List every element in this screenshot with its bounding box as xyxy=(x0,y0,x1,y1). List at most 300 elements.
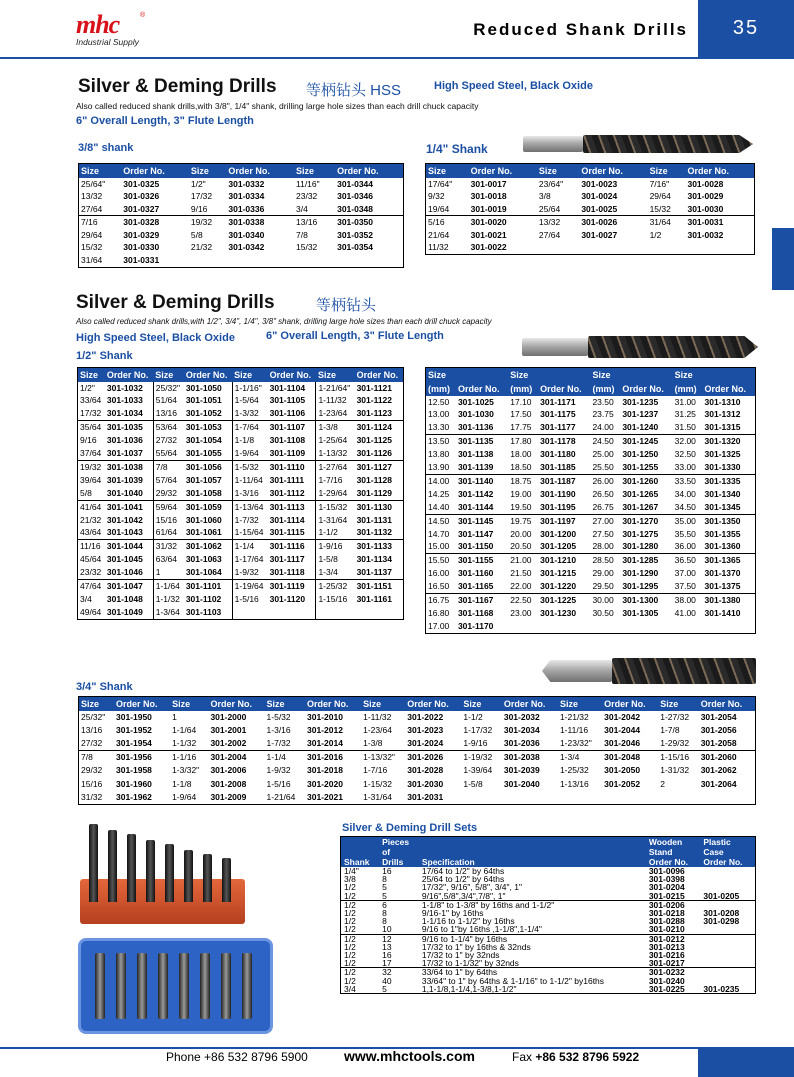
order-number-cell: 301-1035 xyxy=(105,421,153,434)
pieces-cell: 17 xyxy=(382,958,392,969)
size-cell: 14.00 xyxy=(426,474,456,487)
order-number-cell: 301-1245 xyxy=(620,435,672,448)
size-cell: 36.00 xyxy=(674,541,696,552)
order-number-cell: 301-1275 xyxy=(622,528,659,539)
order-number-cell: 301-1954 xyxy=(115,737,152,748)
table-row xyxy=(426,229,755,242)
wooden-order-cell: 301-0240 xyxy=(648,975,685,986)
size-cell: 25.50 xyxy=(592,462,614,473)
size-cell: 1/2" xyxy=(80,382,95,393)
order-number-cell: 301-1124 xyxy=(355,421,404,434)
order-number-cell: 301-1290 xyxy=(622,568,659,579)
header-line xyxy=(422,837,643,847)
specification-cell: 33/64 to 1" by 64ths xyxy=(419,968,646,977)
table-row xyxy=(426,607,756,620)
footer-phone: Phone +86 532 8796 5900 xyxy=(166,1050,308,1064)
order-number-cell: 301-1106 xyxy=(269,408,306,419)
order-number-cell: 301-2064 xyxy=(700,778,737,789)
table-row xyxy=(79,737,756,751)
table-row xyxy=(426,501,756,514)
section1-title-cn: 等柄钻头 HSS xyxy=(306,82,402,99)
pieces-cell: 8 xyxy=(382,908,387,919)
table-row xyxy=(341,943,756,951)
order-number-cell: 301-1142 xyxy=(457,488,494,499)
drill-bit-in-stand xyxy=(203,854,212,902)
size-cell: 1-1/8 xyxy=(232,434,267,447)
size-cell: 34.50 xyxy=(674,501,696,512)
specification-cell: 17/32 to 1-1/32" by 32nds xyxy=(421,958,519,969)
order-number-cell: 301-0327 xyxy=(123,203,160,214)
drill-bit-in-stand xyxy=(146,840,155,902)
column-header: Order No. xyxy=(121,164,189,178)
order-number-cell: 301-1116 xyxy=(268,540,316,553)
header-line xyxy=(422,847,643,857)
order-number-cell xyxy=(579,241,647,254)
sets-title: Silver & Deming Drill Sets xyxy=(342,822,478,834)
size-cell: 1-1/4 xyxy=(232,540,267,553)
wooden-order-cell: 301-0225 xyxy=(648,983,685,994)
shank-cell: 1/2 xyxy=(341,968,380,977)
order-number-cell: 301-1190 xyxy=(540,488,576,499)
order-number-cell: 301-0021 xyxy=(470,229,507,240)
order-number-cell: 301-1122 xyxy=(356,395,393,406)
shank34-table xyxy=(78,696,756,805)
drill-bit-in-case xyxy=(179,953,189,1019)
order-number-cell: 301-0352 xyxy=(337,229,374,240)
size-cell: 1-11/32 xyxy=(363,711,392,722)
size-cell: 1-9/16 xyxy=(463,737,488,748)
plastic-order-cell: 301-0235 xyxy=(703,983,740,994)
order-number-cell: 301-0338 xyxy=(226,216,294,229)
order-number-cell: 301-1102 xyxy=(185,594,222,604)
order-number-cell: 301-1131 xyxy=(356,514,393,525)
table-row xyxy=(78,460,404,473)
size-cell: 24.50 xyxy=(590,435,620,448)
drill-shank-part xyxy=(542,660,612,682)
size-cell: 1-3/4 xyxy=(316,566,355,579)
size-cell: 19/32 xyxy=(78,460,105,473)
size-cell: 47/64 xyxy=(78,580,105,593)
size-cell: 13/16 xyxy=(153,407,184,420)
size-cell: 31.25 xyxy=(674,409,696,420)
order-number-cell: 301-1165 xyxy=(457,581,494,592)
order-number-cell: 301-1046 xyxy=(106,567,143,578)
order-number-cell: 301-2021 xyxy=(307,791,343,802)
order-number-cell: 301-0030 xyxy=(687,203,724,214)
size-cell: 33/64 xyxy=(80,395,102,406)
table-row xyxy=(341,909,756,917)
column-header-top: Size xyxy=(673,368,703,382)
order-number-cell: 301-1132 xyxy=(356,527,393,538)
column-header-top xyxy=(620,368,672,382)
order-number-cell: 301-1128 xyxy=(356,474,393,485)
order-number-cell: 301-1110 xyxy=(268,460,316,473)
size-cell: 28.50 xyxy=(590,554,620,567)
size-cell: 7/8 xyxy=(153,460,184,473)
column-header: Order No. xyxy=(469,164,537,178)
size-cell: 1-9/64 xyxy=(172,791,197,802)
size-cell: 37.00 xyxy=(674,568,696,579)
size-cell: 1-13/16 xyxy=(559,778,589,789)
column-header: Order No. xyxy=(703,382,756,396)
size-cell: 1-15/16 xyxy=(316,593,355,606)
order-number-cell: 301-2023 xyxy=(407,724,444,735)
size-cell: 1-27/64 xyxy=(316,460,355,473)
order-number-cell: 301-1140 xyxy=(456,474,508,487)
pieces-cell: 5 xyxy=(382,983,387,994)
size-cell: 36.50 xyxy=(673,554,703,567)
order-number-cell: 301-2008 xyxy=(210,778,247,789)
table-row xyxy=(79,791,756,805)
drill-bit-in-stand xyxy=(222,858,231,902)
size-cell xyxy=(461,791,501,805)
size-cell: 15/32 xyxy=(649,203,671,214)
shank-cell: 1/2 xyxy=(344,950,356,961)
column-header: Order No. xyxy=(226,164,294,178)
column-header: Size xyxy=(170,697,208,711)
pieces-cell: 16 xyxy=(382,866,392,876)
order-number-cell: 301-2036 xyxy=(503,737,540,748)
plastic-order-cell xyxy=(700,925,755,934)
table-row xyxy=(78,394,404,407)
order-number-cell: 301-1037 xyxy=(106,448,143,459)
order-number-cell: 301-2020 xyxy=(307,778,343,789)
size-cell: 11/16 xyxy=(78,540,105,553)
side-tab xyxy=(772,228,794,290)
order-number-cell xyxy=(335,254,403,267)
order-number-cell: 301-2022 xyxy=(407,711,444,722)
table-row xyxy=(79,764,756,777)
size-cell: 13/32 xyxy=(537,216,579,229)
size-cell: 13.50 xyxy=(426,435,456,448)
order-number-cell: 301-1295 xyxy=(622,581,659,592)
size-cell: 13/16 xyxy=(81,724,103,735)
pieces-cell: 8 xyxy=(382,874,387,885)
size-cell: 18.50 xyxy=(510,462,532,473)
size-cell: 23.50 xyxy=(592,396,614,407)
size-cell: 27.50 xyxy=(592,528,614,539)
size-cell: 27/64 xyxy=(538,229,561,240)
column-header-plastic xyxy=(700,837,755,868)
order-number-cell: 301-2004 xyxy=(208,751,264,765)
size-cell: 26.00 xyxy=(590,474,620,487)
size-cell: 1-13/32 xyxy=(316,447,355,460)
order-number-cell: 301-2044 xyxy=(604,724,641,735)
column-header: Size xyxy=(79,697,114,711)
size-cell: 9/16 xyxy=(80,435,97,446)
size-cell: 1-5/64 xyxy=(232,394,267,407)
size-cell: 37/64 xyxy=(80,448,102,459)
order-number-cell: 301-1107 xyxy=(268,421,316,434)
column-header: Size xyxy=(558,697,602,711)
drill-shank-part xyxy=(523,136,583,152)
order-number-cell: 301-1063 xyxy=(185,554,222,565)
order-number-cell: 301-1240 xyxy=(622,422,659,433)
table-row xyxy=(79,216,404,229)
order-number-cell: 301-1056 xyxy=(184,460,232,473)
table-row xyxy=(426,540,756,553)
order-number-cell: 301-1055 xyxy=(185,448,222,459)
wooden-stand-set-photo xyxy=(75,822,275,932)
size-cell: 17.50 xyxy=(510,409,532,420)
header-line: Stand xyxy=(648,847,673,857)
size-cell: 1-29/32 xyxy=(660,737,690,748)
size-cell: 1-7/16 xyxy=(316,474,355,487)
order-number-cell: 301-2062 xyxy=(700,765,737,776)
table-row xyxy=(79,751,756,765)
order-number-cell: 301-1340 xyxy=(704,488,741,499)
column-header: (mm) xyxy=(426,382,456,396)
size-cell: 17.75 xyxy=(510,422,532,433)
footer-website[interactable]: www.mhctools.com xyxy=(344,1048,475,1064)
table-row xyxy=(426,594,756,607)
table-row xyxy=(78,447,404,460)
order-number-cell xyxy=(226,254,294,267)
order-number-cell: 301-1250 xyxy=(622,449,659,460)
wooden-order-cell: 301-0212 xyxy=(646,934,701,943)
size-cell: 3/8 xyxy=(538,191,551,202)
column-header: Order No. xyxy=(305,697,361,711)
size-cell: 27/32 xyxy=(81,737,103,748)
drill-bit-in-case xyxy=(137,953,147,1019)
size-cell: 1-5/32 xyxy=(266,711,291,722)
table-row xyxy=(426,408,756,421)
size-cell: 43/64 xyxy=(80,527,102,538)
pieces-cell: 32 xyxy=(379,968,419,977)
order-number-cell: 301-1115 xyxy=(269,527,305,538)
drill-flute-part xyxy=(583,135,753,153)
order-number-cell: 301-2010 xyxy=(307,711,343,722)
size-cell: 1-9/32 xyxy=(266,765,291,776)
size-cell: 5/8 xyxy=(190,229,203,240)
column-header: Size xyxy=(78,368,105,382)
section1-length: 6" Overall Length, 3" Flute Length xyxy=(76,115,254,127)
size-cell: 30.00 xyxy=(590,594,620,607)
size-cell: 16.50 xyxy=(428,581,450,592)
order-number-cell: 301-1355 xyxy=(704,528,741,539)
drill-flute-part xyxy=(588,336,758,358)
size-cell: 32.50 xyxy=(674,449,696,460)
order-number-cell: 301-1120 xyxy=(269,594,306,604)
size-cell: 1-15/32 xyxy=(363,778,392,789)
size-cell: 1-3/32" xyxy=(172,765,200,776)
size-cell: 17/64" xyxy=(428,178,453,189)
order-number-cell xyxy=(685,241,754,254)
shank38-table xyxy=(78,163,404,268)
order-number-cell: 301-1041 xyxy=(105,500,153,513)
size-cell: 45/64 xyxy=(80,554,102,565)
order-number-cell: 301-2054 xyxy=(700,711,737,722)
size-cell: 31/64 xyxy=(81,255,103,266)
order-number-cell: 301-1160 xyxy=(457,568,494,579)
shank-cell: 3/8 xyxy=(344,874,356,885)
size-cell: 31/64 xyxy=(648,216,686,229)
specification-cell: 1-1/8" to 1-3/8" by 16ths and 1-1/2" xyxy=(419,900,646,909)
size-cell: 1-9/32 xyxy=(232,566,267,579)
order-number-cell: 301-1237 xyxy=(622,409,659,420)
table-row xyxy=(341,883,756,891)
order-number-cell: 301-1114 xyxy=(269,514,305,525)
order-number-cell: 301-2060 xyxy=(699,751,756,765)
column-header: Size xyxy=(658,697,698,711)
specification-cell: 33/64" to 1" by 64ths & 1-1/16" to 1-1/2" by16ths xyxy=(421,975,605,986)
order-number-cell: 301-1108 xyxy=(269,435,306,446)
order-number-cell: 301-2012 xyxy=(307,724,343,735)
size-cell: 1-25/64 xyxy=(316,434,355,447)
pieces-cell: 13 xyxy=(382,941,392,952)
table-row xyxy=(341,959,756,968)
table-row xyxy=(426,567,756,580)
drill-bit-in-stand xyxy=(165,844,174,902)
shank-cell: 1/2 xyxy=(344,958,356,969)
size-cell: 23.00 xyxy=(510,608,532,618)
order-number-cell: 301-1057 xyxy=(185,474,222,485)
size-cell: 7/16 xyxy=(79,216,122,229)
order-number-cell: 301-1300 xyxy=(620,594,672,607)
size-cell: 16.00 xyxy=(428,568,450,579)
order-number-cell: 301-2006 xyxy=(210,765,247,776)
size-cell: 1-11/32 xyxy=(316,394,355,407)
section2-material: High Speed Steel, Black Oxide xyxy=(76,332,235,344)
order-number-cell: 301-1200 xyxy=(540,528,577,539)
table-row xyxy=(426,461,756,474)
order-number-cell: 301-1215 xyxy=(540,568,577,579)
order-number-cell: 301-0022 xyxy=(470,242,507,253)
size-cell: 1-25/32 xyxy=(316,580,355,593)
size-cell: 31/32 xyxy=(81,791,103,802)
drill-bit-in-case xyxy=(242,953,252,1019)
order-number-cell: 301-1040 xyxy=(106,487,143,498)
table-row xyxy=(79,229,404,242)
size-cell: 1-11/16 xyxy=(559,724,589,735)
wooden-order-cell: 301-0213 xyxy=(648,941,685,952)
order-number-cell xyxy=(699,791,756,805)
size-cell xyxy=(558,791,602,805)
drill-bit-in-case xyxy=(116,953,126,1019)
plastic-order-cell xyxy=(700,951,755,959)
size-cell: 1/2" xyxy=(190,178,206,189)
order-number-cell: 301-1127 xyxy=(355,460,404,473)
order-number-cell: 301-1235 xyxy=(622,396,659,407)
order-number-cell: 301-2046 xyxy=(604,737,641,748)
column-header: Order No. xyxy=(268,368,316,382)
column-header: Size xyxy=(361,697,405,711)
size-cell: 7/8 xyxy=(79,751,114,765)
size-cell: 21/32 xyxy=(80,514,102,525)
order-number-cell xyxy=(538,620,590,633)
drill-bit-in-case xyxy=(95,953,105,1019)
order-number-cell: 301-1952 xyxy=(115,724,152,735)
size-cell: 25.00 xyxy=(592,449,614,460)
order-number-cell: 301-2038 xyxy=(502,751,558,765)
size-cell: 1-1/2 xyxy=(316,526,355,539)
footer-fax xyxy=(512,1050,639,1064)
size-cell: 27.00 xyxy=(590,514,620,527)
drill-shank-part xyxy=(522,338,588,356)
order-number-cell: 301-1255 xyxy=(622,462,659,473)
order-number-cell: 301-1137 xyxy=(356,567,393,578)
order-number-cell: 301-1039 xyxy=(106,474,143,485)
table-row xyxy=(426,488,756,501)
order-number-cell: 301-1049 xyxy=(106,606,143,617)
order-number-cell: 301-1285 xyxy=(620,554,672,567)
size-cell: 17/32 xyxy=(190,191,213,202)
table-row xyxy=(79,241,404,254)
plastic-order-cell xyxy=(700,875,755,883)
pieces-cell: 12 xyxy=(379,934,419,943)
size-cell: 1-13/32" xyxy=(361,751,405,765)
size-cell: 1-21/32 xyxy=(559,711,589,722)
order-number-cell: 301-1225 xyxy=(538,594,590,607)
shank-cell: 1/2 xyxy=(344,908,356,919)
size-cell: 35.00 xyxy=(673,514,703,527)
table-row xyxy=(78,514,404,527)
wooden-order-cell: 301-0232 xyxy=(646,968,701,977)
order-number-cell: 301-0025 xyxy=(581,203,618,214)
wooden-order-cell: 301-0218 xyxy=(648,908,685,919)
section1-material: High Speed Steel, Black Oxide xyxy=(434,80,593,92)
size-cell: 19.50 xyxy=(510,501,532,512)
plastic-case-set-photo xyxy=(78,938,273,1034)
order-number-cell: 301-1175 xyxy=(540,409,576,420)
order-number-cell: 301-1335 xyxy=(703,474,756,487)
specification-cell: 1-1/16 to 1-1/2" by 16ths xyxy=(421,916,515,927)
plastic-order-cell xyxy=(700,968,755,977)
column-header: Size xyxy=(316,368,355,382)
size-cell: 1-1/64 xyxy=(172,724,197,735)
order-number-cell: 301-2009 xyxy=(210,791,247,802)
size-cell: 37.50 xyxy=(674,581,696,592)
header-row-top xyxy=(426,368,756,382)
column-header: Size xyxy=(265,697,305,711)
size-cell: 63/64 xyxy=(153,553,184,566)
order-number-cell: 301-1101 xyxy=(184,580,232,593)
table-row xyxy=(78,500,404,513)
column-header: (mm) xyxy=(508,382,538,396)
order-number-cell: 301-1038 xyxy=(105,460,153,473)
size-cell: 2 xyxy=(660,778,665,789)
column-header: Order No. xyxy=(699,697,756,711)
drill-bit-in-case xyxy=(221,953,231,1019)
order-number-cell: 301-1138 xyxy=(457,449,494,460)
shank-cell: 1/2 xyxy=(341,934,380,943)
drill-image-three-quarter-shank xyxy=(542,656,756,686)
column-header-top: Size xyxy=(590,368,620,382)
order-number-cell: 301-1025 xyxy=(457,396,494,407)
size-cell: 1-5/16 xyxy=(232,593,267,606)
column-header: Size xyxy=(537,164,579,178)
column-header: Order No. xyxy=(405,697,461,711)
column-header: Order No. xyxy=(685,164,754,178)
order-number-cell: 301-2052 xyxy=(604,778,641,789)
size-cell: 1-7/32 xyxy=(232,514,267,527)
order-number-cell: 301-0329 xyxy=(123,229,160,240)
order-number-cell: 301-2039 xyxy=(503,765,540,776)
order-number-cell: 301-1380 xyxy=(703,594,756,607)
size-cell: 14.25 xyxy=(428,488,450,499)
size-cell: 7/8 xyxy=(296,229,308,240)
size-cell: 13.00 xyxy=(428,409,450,420)
order-number-cell: 301-1134 xyxy=(356,554,393,565)
order-number-cell: 301-1315 xyxy=(704,422,741,433)
order-number-cell: 301-1034 xyxy=(106,408,143,419)
size-cell: 29.00 xyxy=(592,568,614,579)
table-row xyxy=(78,526,404,539)
section2-length: 6" Overall Length, 3" Flute Length xyxy=(266,330,444,342)
order-number-cell: 301-1155 xyxy=(456,554,508,567)
size-cell: 1-3/32 xyxy=(232,407,267,420)
order-number-cell: 301-1177 xyxy=(540,422,576,433)
